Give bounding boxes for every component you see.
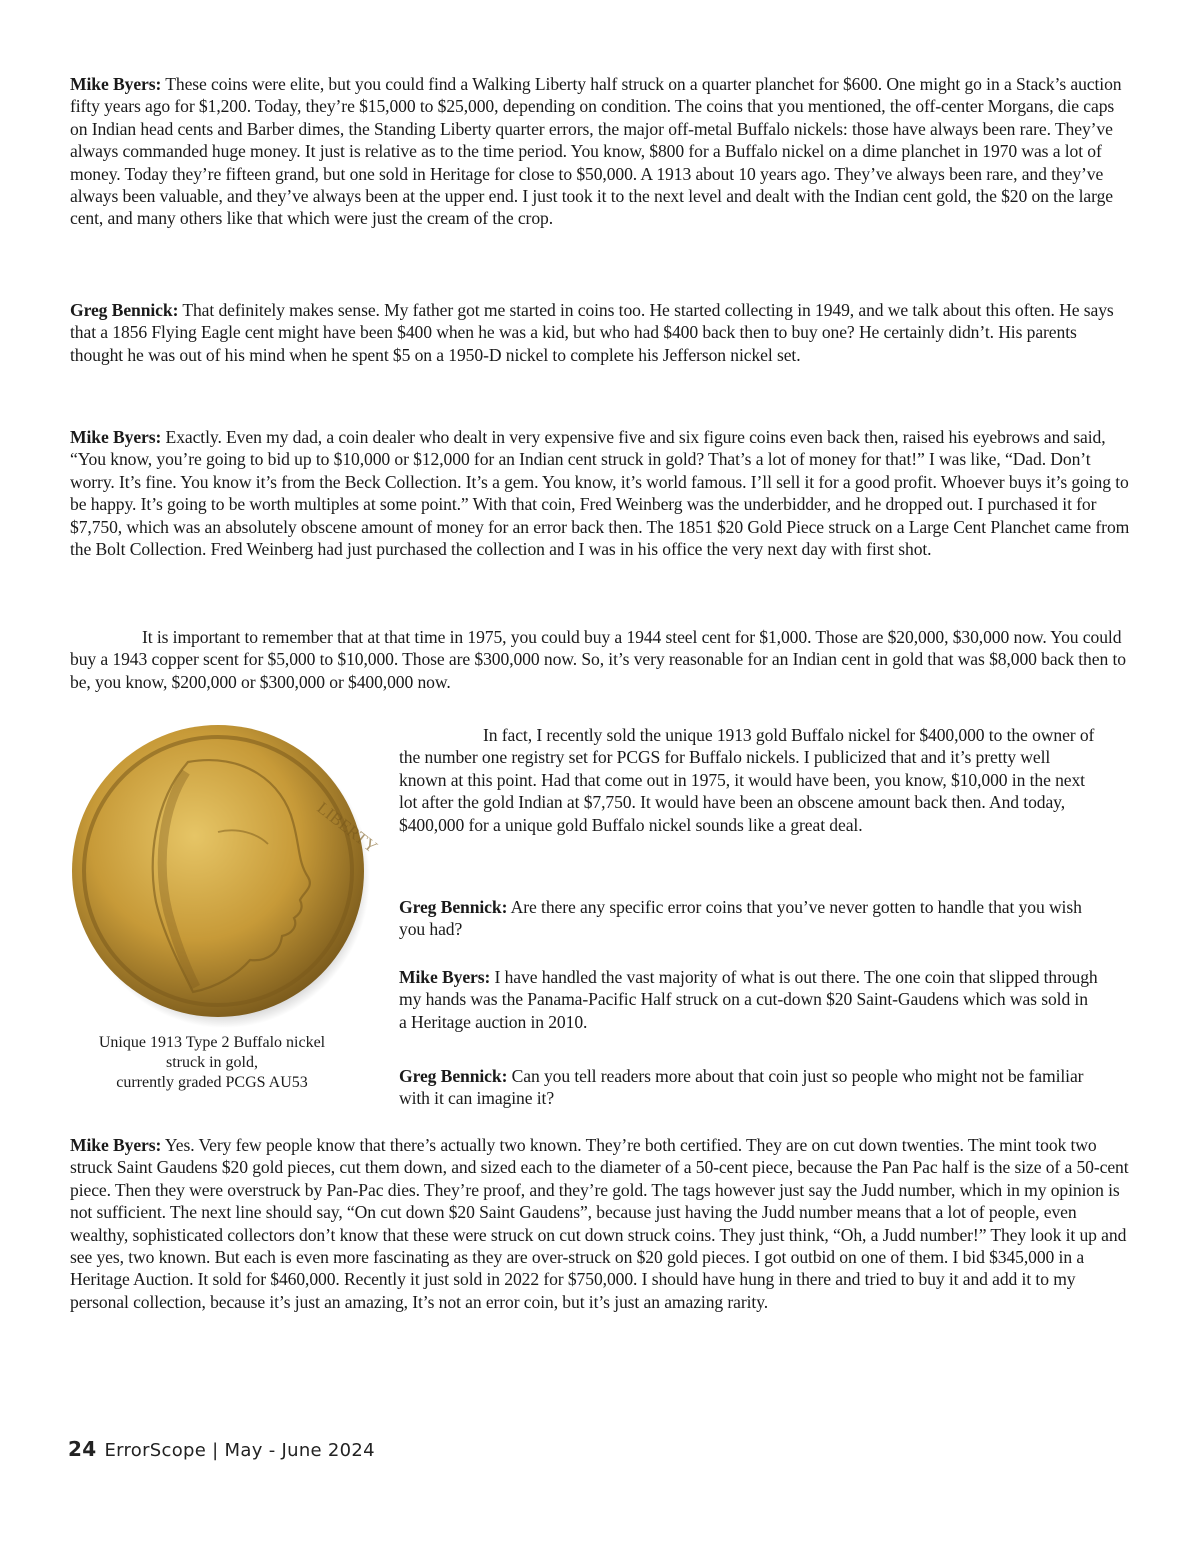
- paragraph-9: [70, 1134, 1132, 1313]
- paragraph-2: [70, 299, 1132, 366]
- page-footer: [68, 1437, 375, 1461]
- paragraph-6: [399, 896, 1099, 941]
- speaker-label: Greg Bennick:: [399, 897, 508, 917]
- paragraph-text: In fact, I recently sold the unique 1913 gold Buffalo nickel for $400,000 to the owner of the number one registry set for PCGS for Buffalo nickels. I publicized that and it’s pretty well known at this point. Had that come out in 1975, it would have been, you know, $10,000 in the next lot after the gold Indian at $7,750. It would have been an obscene amount back then. And today, $400,000 for a unique gold Buffalo nickel sounds like a great deal.: [399, 725, 1095, 835]
- caption-line: currently graded PCGS AU53: [116, 1074, 308, 1091]
- speaker-label: Mike Byers:: [70, 1135, 162, 1155]
- speaker-label: Mike Byers:: [399, 967, 491, 987]
- paragraph-text: That definitely makes sense. My father got me started in coins too. He started collecting in 1949, and we talk about this often. He says that a 1856 Flying Eagle cent might have been $400 when he was a kid, but who had $400 back then to buy one? He certainly didn’t. His parents thought he was out of his mind when he spent $5 on a 1950-D nickel to complete his Jefferson nickel set.: [70, 300, 1114, 365]
- paragraph-3: [70, 426, 1132, 560]
- coin-body: [72, 725, 364, 1017]
- paragraph-text: Yes. Very few people know that there’s actually two known. They’re both certified. They are on cut down twenties. The mint took two struck Saint Gaudens $20 gold pieces, cut them down, and sized each to the diameter of a 50-cent piece, because the Pan Pac half is the size of a 50-cent piece. Then they were overstruck by Pan-Pac dies. They’re proof, and they’re gold. The tags however just say the Judd number, which in my opinion is not sufficient. The next line should say, “On cut down $20 Saint Gaudens”, because just having the Judd number means that a lot of people, even wealthy, sophisticated collectors don’t know that these were struck on cut down struck coins. They just think, “Oh, a Judd number!” They look it up and see yes, two known. But each is even more fascinating as they are over-struck on $20 gold pieces. I got outbid on one of them. I bid $345,000 in a Heritage Auction. It sold for $460,000. Recently it just sold in 2022 for $750,000. I should have hung in there and tried to buy it and add it to my personal collection, because it’s just an amazing, It’s not an error coin, but it’s just an amazing rarity.: [70, 1135, 1129, 1312]
- speaker-label: Greg Bennick:: [70, 300, 179, 320]
- page-number: 24: [68, 1437, 97, 1461]
- speaker-label: Greg Bennick:: [399, 1066, 508, 1086]
- paragraph-text: These coins were elite, but you could find a Walking Liberty half struck on a quarter planchet for $600. One might go in a Stack’s auction fifty years ago for $1,200. Today, they’re $15,000 to $25,000, depending on condition. The coins that you mentioned, the off-center Morgans, die caps on Indian head cents and Barber dimes, the Standing Liberty quarter errors, the major off-metal Buffalo nickels: those have always been rare. They’ve always commanded huge money. It just is relative as to the time period. You know, $800 for a Buffalo nickel on a dime planchet in 1970 was a lot of money. Today they’re fifteen grand, but one sold in Heritage for close to $50,000. A 1913 about 10 years ago. They’ve always been rare, and they’ve always been valuable, and they’ve always been at the upper end. I just took it to the next level and dealt with the Indian cent gold, the $20 on the large cent, and many others like that which were just the cream of the crop.: [70, 74, 1122, 229]
- image-caption: [62, 1033, 362, 1093]
- speaker-label: Mike Byers:: [70, 427, 162, 447]
- paragraph-text: I have handled the vast majority of what is out there. The one coin that slipped through my hands was the Panama-Pacific Half struck on a cut-down $20 Saint-Gaudens which was sold in a Heritage auction in 2010.: [399, 967, 1098, 1032]
- speaker-label: Mike Byers:: [70, 74, 162, 94]
- paragraph-4: [70, 626, 1132, 693]
- gold-buffalo-nickel-image: [68, 712, 381, 1030]
- paragraph-7: [399, 966, 1099, 1033]
- paragraph-text: Are there any specific error coins that you’ve never gotten to handle that you wish you had?: [399, 897, 1082, 940]
- paragraph-8: [399, 1065, 1099, 1110]
- publication-name: ErrorScope | May - June 2024: [104, 1440, 375, 1461]
- caption-line: Unique 1913 Type 2 Buffalo nickel: [98, 1034, 326, 1051]
- caption-line: struck in gold,: [166, 1054, 258, 1071]
- paragraph-text: Exactly. Even my dad, a coin dealer who dealt in very expensive five and six figure coins even back then, raised his eyebrows and said, “You know, you’re going to bid up to $10,000 or $12,000 for an Indian cent struck in gold? That’s a lot of money for that!” I was like, “Dad. Don’t worry. It’s fine. You know it’s from the Beck Collection. It’s a gem. You know, it’s world famous. I’ll sell it for a good profit. Whoever buys it’s going to be happy. It’s going to be worth multiples at some point.” With that coin, Fred Weinberg was the underbidder, and he dropped out. I purchased it for $7,750, which was an absolutely obscene amount of money for an error back then. The 1851 $20 Gold Piece struck on a Large Cent Planchet came from the Bolt Collection. Fred Weinberg had just purchased the collection and I was in his office the very next day with first shot.: [70, 427, 1130, 560]
- coin-illustration: [68, 712, 381, 1030]
- paragraph-text: It is important to remember that at that time in 1975, you could buy a 1944 steel cent for $1,000. Those are $20,000, $30,000 now. You could buy a 1943 copper scent for $5,000 to $10,000. Those are $300,000 now. So, it’s very reasonable for an Indian cent in gold that was $8,000 back then to be, you know, $200,000 or $300,000 or $400,000 now.: [70, 627, 1126, 692]
- coin-inscription: LIBERTY: [313, 798, 381, 857]
- paragraph-text: Can you tell readers more about that coin just so people who might not be familiar with it can imagine it?: [399, 1066, 1084, 1109]
- paragraph-1: [70, 73, 1132, 230]
- paragraph-5: [399, 724, 1099, 836]
